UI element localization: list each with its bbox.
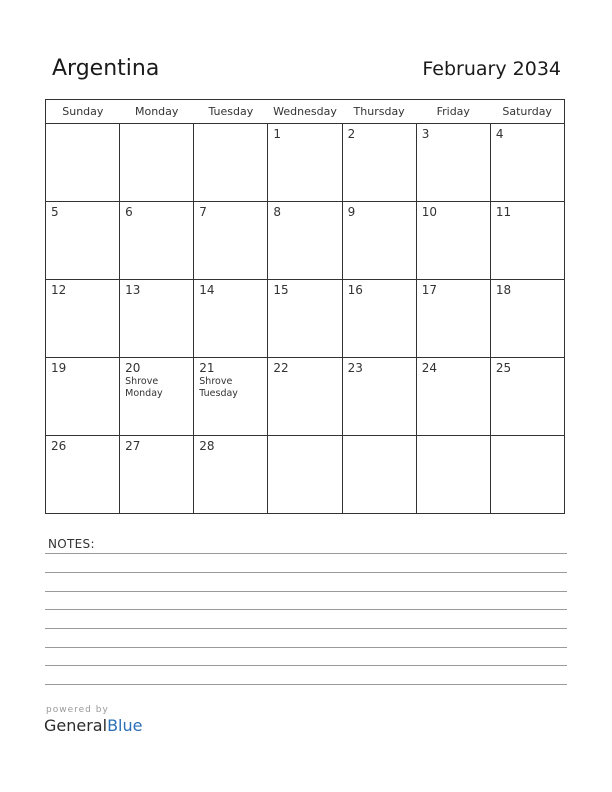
day-number: 2 [347, 127, 356, 141]
note-line [45, 553, 567, 554]
day-cell [268, 280, 342, 358]
day-cell [46, 124, 120, 202]
day-cell [490, 280, 564, 358]
week-row [46, 280, 565, 358]
day-number: 24 [421, 361, 437, 375]
weekday-tuesday: Tuesday [194, 100, 268, 124]
day-number: 20 [125, 361, 141, 375]
day-cell [342, 202, 416, 280]
day-cell [194, 280, 268, 358]
day-cell [46, 280, 120, 358]
day-number: 16 [347, 283, 363, 297]
day-number: 3 [421, 127, 430, 141]
day-cell [416, 358, 490, 436]
day-cell [268, 358, 342, 436]
day-cell [46, 436, 120, 514]
day-number: 27 [125, 439, 141, 453]
day-cell [120, 202, 194, 280]
day-cell [416, 124, 490, 202]
day-number: 19 [51, 361, 67, 375]
note-line [45, 684, 567, 685]
day-cell [268, 124, 342, 202]
day-number: 12 [51, 283, 67, 297]
note-line [45, 591, 567, 592]
note-line [45, 609, 567, 610]
day-cell [194, 436, 268, 514]
day-cell [342, 280, 416, 358]
calendar-grid [45, 99, 565, 514]
day-cell [268, 436, 342, 514]
day-cell [416, 202, 490, 280]
generalblue-logo [44, 716, 142, 735]
day-number: 21 [199, 361, 215, 375]
note-line [45, 665, 567, 666]
day-cell [120, 358, 194, 436]
day-number: 23 [347, 361, 363, 375]
day-number: 18 [495, 283, 512, 297]
day-number: 8 [273, 205, 282, 219]
weekday-monday: Monday [120, 100, 194, 124]
day-cell [490, 202, 564, 280]
day-cell [120, 436, 194, 514]
day-number: 6 [125, 205, 133, 219]
day-number: 9 [347, 205, 356, 219]
day-cell [46, 358, 120, 436]
weekday-wednesday: Wednesday [268, 100, 342, 124]
weekday-sunday: Sunday [46, 100, 120, 124]
day-number: 11 [495, 205, 512, 219]
holiday-label: Shrove Monday [125, 376, 163, 399]
weekday-header-row [46, 100, 565, 124]
day-number: 1 [273, 127, 282, 141]
day-cell [268, 202, 342, 280]
day-cell [342, 124, 416, 202]
day-cell [194, 358, 268, 436]
note-line [45, 572, 567, 573]
day-number: 13 [125, 283, 141, 297]
day-cell [194, 124, 268, 202]
day-number: 28 [199, 439, 215, 453]
month-year-title: February 2034 [422, 58, 561, 80]
day-cell [342, 358, 416, 436]
day-number: 4 [495, 127, 504, 141]
week-row [46, 124, 565, 202]
logo-blue-text: Blue [107, 716, 143, 735]
day-cell [490, 358, 564, 436]
day-number: 15 [273, 283, 289, 297]
day-cell [120, 124, 194, 202]
day-cell [342, 436, 416, 514]
day-number: 7 [199, 205, 207, 219]
day-number: 14 [199, 283, 215, 297]
day-number: 26 [51, 439, 67, 453]
powered-by-text: powered by [46, 705, 109, 715]
day-cell [120, 280, 194, 358]
logo-general-text: General [44, 716, 108, 735]
day-cell [490, 124, 564, 202]
day-cell [194, 202, 268, 280]
holiday-label: Shrove Tuesday [199, 376, 238, 399]
weekday-saturday: Saturday [490, 100, 564, 124]
day-number: 22 [273, 361, 289, 375]
weekday-thursday: Thursday [342, 100, 416, 124]
week-row [46, 436, 565, 514]
note-line [45, 628, 567, 629]
week-row [46, 202, 565, 280]
week-row [46, 358, 565, 436]
day-cell [490, 436, 564, 514]
weekday-friday: Friday [416, 100, 490, 124]
day-cell [416, 280, 490, 358]
country-title: Argentina [52, 56, 160, 81]
note-line [45, 647, 567, 648]
notes-label: NOTES: [48, 537, 95, 551]
day-cell [416, 436, 490, 514]
day-number: 25 [495, 361, 512, 375]
day-cell [46, 202, 120, 280]
day-number: 5 [51, 205, 59, 219]
day-number: 17 [421, 283, 437, 297]
day-number: 10 [421, 205, 437, 219]
